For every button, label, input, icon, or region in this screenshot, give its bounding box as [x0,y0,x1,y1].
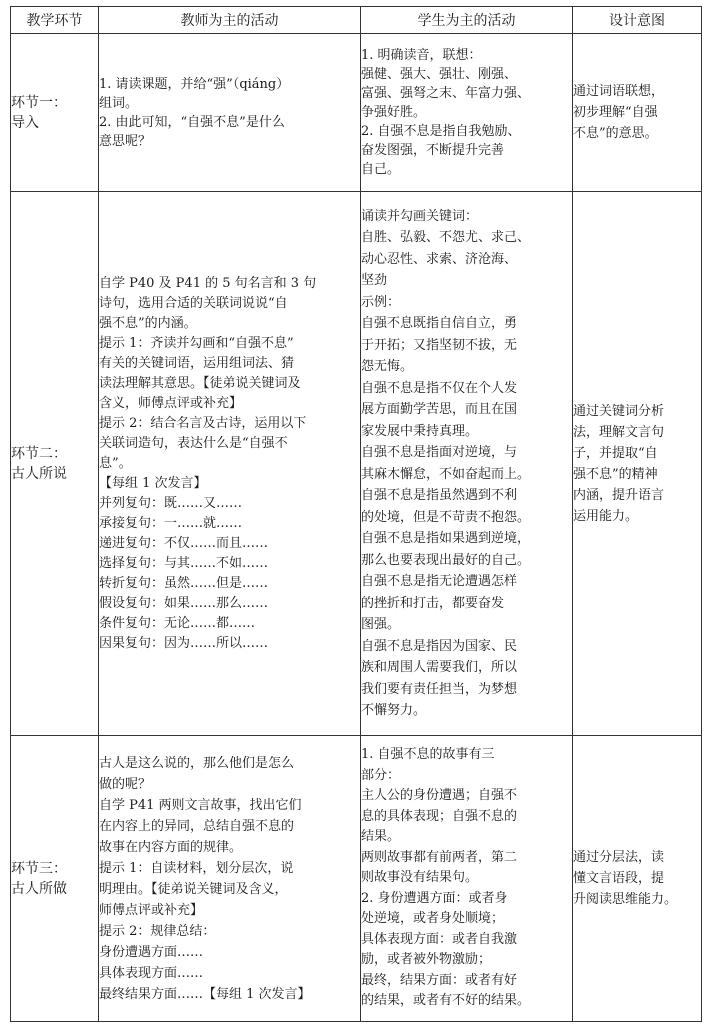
student-line: 诵读并勾画关键词： [361,208,479,224]
teacher-line: 诗句，选用合适的关联词说说“自 [99,295,288,311]
teacher-line: 做的呢？ [99,776,152,792]
teacher-line: 具体表现方面…… [99,965,204,981]
teacher-line: 条件复句：无论……都…… [99,615,256,631]
header-row [11,7,702,34]
stage-label: 环节一： [11,94,67,111]
student-line: 其麻木懈怠，不如奋起而上。 [361,466,531,482]
teacher-activity-cell [99,34,361,192]
stage-label: 环节二： [11,445,67,462]
student-line: 1. 自强不息的故事有三 [361,747,495,763]
intent-line: 强不息”的精神 [573,466,658,482]
student-line: 争强好胜。 [361,105,427,120]
stage-cell [11,192,99,736]
teacher-line: 并列复句：既……又…… [99,495,243,511]
stage-title: 古人所说 [11,465,67,482]
student-line: 则故事没有结果句。 [361,870,479,886]
student-line: 家发展中秉持真理。 [361,423,479,439]
student-line: 自强不息是指虽然遇到不利 [361,488,518,503]
teacher-line: 自学 P41 两则文言故事，找出它们 [99,797,302,813]
header-student: 学生为主的活动 [361,7,573,34]
design-intent-cell [573,192,702,736]
student-line: 动心忍性、求索、济沧海、 [361,251,518,267]
student-line: 示例： [361,294,401,310]
student-line: 我们要有责任担当，为梦想 [361,681,518,697]
student-line: 具体表现方面：或者自我激 [361,931,518,947]
lesson-plan-table [10,6,702,1022]
intent-line: 初步理解“自强 [573,105,658,120]
design-intent-cell [573,34,702,192]
intent-line: 通过分层法，读 [573,850,665,865]
teacher-line: 提示 2：规律总结： [99,923,216,939]
student-line: 族和周围人需要我们，所以 [361,660,518,675]
student-activity-cell [361,192,573,736]
intent-line: 内涵，提升语言 [573,487,665,503]
student-line: 最终，结果方面：或者有好 [361,972,518,988]
student-line: 的处境，但是不苛责不抱怨。 [361,509,531,525]
teacher-line: 息”。 [99,455,132,471]
student-line: 处逆境，或者身处顺境； [361,911,505,927]
teacher-activity-cell [99,192,361,736]
teacher-line: 身份遭遇方面…… [99,944,204,960]
stage-label: 环节三： [11,860,67,877]
student-activity-cell [361,736,573,1022]
stage-cell [11,736,99,1022]
student-line: 富强、强弩之末、年富力强、 [361,86,531,101]
intent-line: 通过词语联想， [573,84,665,99]
student-line: 展方面勤学苦思，而且在国 [361,402,518,417]
student-line: 的结果，或者有不好的结果。 [361,993,531,1009]
student-line: 自胜、弘毅、不怨尤、求己、 [361,230,531,245]
student-line: 强健、强大、强壮、刚强、 [361,67,518,82]
teacher-line: 递进复句：不仅……而且…… [99,535,269,551]
student-line: 自强不息是指面对逆境，与 [361,445,518,460]
intent-line: 不息”的意思。 [573,126,658,141]
teacher-line: 提示 1：齐读并勾画和“自强不息” [99,335,294,351]
student-line: 自强不息是指不仅在个人发 [361,380,518,396]
teacher-line: 提示 1：自读材料，划分层次，说 [99,860,294,876]
table-row-stage-3 [11,736,702,1022]
teacher-line: 承接复句：一……就…… [99,515,243,531]
table-row-stage-1 [11,34,702,192]
teacher-line: 强不息”的内涵。 [99,315,197,331]
student-line: 2. 身份遭遇方面：或者身 [361,890,508,906]
stage-cell [11,34,99,192]
teacher-line: 古人是这么说的，那么他们是怎么 [99,755,295,771]
header-teacher: 教师为主的活动 [99,7,361,34]
teacher-activity-cell [99,736,361,1022]
student-line: 的挫折和打击，都要奋发 [361,595,505,611]
teacher-line: 选择复句：与其……不如…… [99,555,269,571]
header-intent: 设计意图 [573,7,702,34]
teacher-line: 在内容上的异同，总结自强不息的 [99,818,295,834]
teacher-line: 【每组 1 次发言】 [99,475,207,491]
stage-title: 导入 [11,114,39,131]
design-intent-cell [573,736,702,1022]
teacher-line: 读法理解其意思。【徒弟说关键词及 [99,375,301,391]
student-line: 主人公的身份遭遇；自强不 [361,788,518,804]
student-line: 息的具体表现；自强不息的 [361,808,518,824]
student-line: 两则故事都有前两者，第二 [361,849,518,865]
student-line: 不懈努力。 [361,703,427,718]
table-row-stage-2 [11,192,702,736]
student-line: 部分： [361,767,401,783]
student-line: 自己。 [361,162,401,177]
teacher-line: 2. 由此可知，“自强不息”是什么 [99,114,285,130]
teacher-line: 转折复句：虽然……但是…… [99,575,269,591]
teacher-line: 组词。 [99,95,139,111]
teacher-line: 因果复句：因为……所以…… [99,635,269,651]
teacher-line: 1. 请读课题，并给“强”（qiáng） [99,76,290,92]
student-line: 2. 自强不息是指自我勉励、 [361,124,521,139]
stage-title: 古人所做 [11,880,67,897]
teacher-line: 故事在内容方面的规律。 [99,839,243,855]
student-line: 奋发图强，不断提升完善 [361,143,505,158]
student-line: 自强不息是指如果遇到逆境， [361,531,531,546]
student-line: 自强不息是指无论遭遇怎样 [361,574,518,589]
teacher-line: 师傅点评或补充】 [99,902,204,918]
student-line: 坚劲 [361,273,388,288]
student-line: 那么也要表现出最好的自己。 [361,552,531,568]
student-line: 自强不息既指自信自立，勇 [361,316,518,331]
teacher-line: 明理由。【徒弟说关键词及含义， [99,881,288,897]
student-line: 怨无悔。 [361,359,414,374]
teacher-line: 提示 2：结合名言及古诗，运用以下 [99,415,307,431]
student-line: 1. 明确读音，联想： [361,48,482,63]
student-line: 励，或者被外物激励； [361,952,492,968]
teacher-line: 自学 P40 及 P41 的 5 句名言和 3 句 [99,275,317,291]
intent-line: 升阅读思维能力。 [573,892,678,907]
student-line: 图强。 [361,617,401,632]
teacher-line: 假设复句：如果……那么…… [99,595,269,611]
intent-line: 运用能力。 [573,508,639,524]
student-activity-cell [361,34,573,192]
student-line: 自强不息是指因为国家、民 [361,638,518,654]
intent-line: 子，并提取“自 [573,445,658,461]
teacher-line: 有关的关键词语，运用组词法、猜 [99,355,295,371]
intent-line: 懂文言语段，提 [573,871,665,886]
teacher-line: 关联词造句，表达什么是“自强不 [99,435,288,451]
teacher-line: 最终结果方面……【每组 1 次发言】 [99,986,311,1002]
intent-line: 法，理解文言句 [573,424,665,440]
student-line: 结果。 [361,829,401,845]
header-stage: 教学环节 [11,7,99,34]
student-line: 于开拓；又指坚韧不拔，无 [361,337,518,353]
teacher-line: 意思呢？ [99,133,152,149]
teacher-line: 含义，师傅点评或补充】 [99,395,243,411]
intent-line: 通过关键词分析 [573,403,665,419]
